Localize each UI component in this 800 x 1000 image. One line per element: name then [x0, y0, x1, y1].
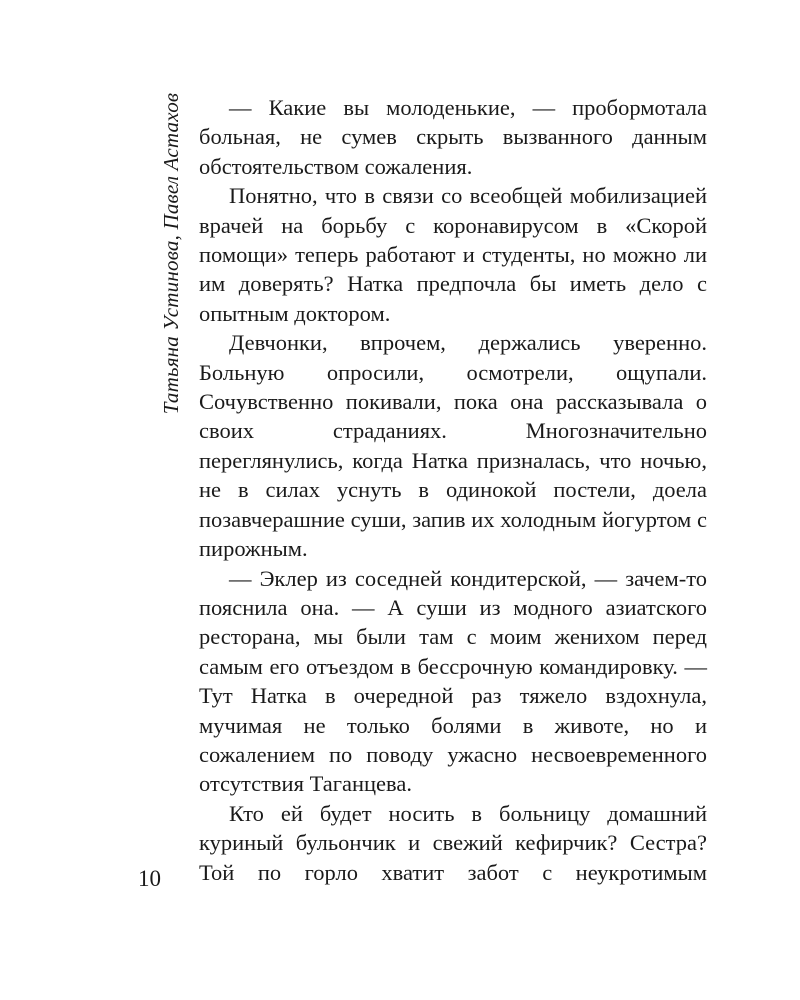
- running-head-text: Татьяна Устинова, Павел Астахов: [159, 92, 184, 414]
- paragraph-4: — Эклер из соседней кондитерской, — зачем-то пояснила она. — А суши из модного азиатского ресторана, мы были там с моим женихом перед самым его отъездом в бессрочную командировку. — Тут Натка в очередной раз тяжело вздохнула, мучимая не только болями в животе, но и сожалением по поводу ужасно несвоевременного отсутствия Таганцева.: [199, 565, 707, 797]
- paragraph-3: Девчонки, впрочем, держались уверенно. Больную опросили, осмотрели, ощупали. Сочувственно покивали, пока она рассказывала о своих страданиях. Многозначительно переглянулись, когда Натка призналась, что ночью, не в силах уснуть в одинокой постели, доела позавчерашние суши, запив их холодным йогуртом с пирожным.: [199, 330, 707, 562]
- running-head: [158, 92, 186, 414]
- body-text: [199, 93, 707, 887]
- paragraph-2: Понятно, что в связи со всеобщей мобилизацией врачей на борьбу с коронавирусом в «Скорой помощи» теперь работают и студенты, но можно ли им доверять? Натка предпочла бы иметь дело с опытным доктором.: [199, 183, 707, 326]
- paragraph-5: Кто ей будет носить в больницу домашний куриный бульончик и свежий кефирчик? Сестра? Той по горло хватит забот с неукротимым: [199, 800, 707, 885]
- paragraph-1: — Какие вы молоденькие, — пробормотала больная, не сумев скрыть вызванного данным обстоятельством сожаления.: [199, 95, 707, 179]
- page-number: 10: [138, 866, 161, 891]
